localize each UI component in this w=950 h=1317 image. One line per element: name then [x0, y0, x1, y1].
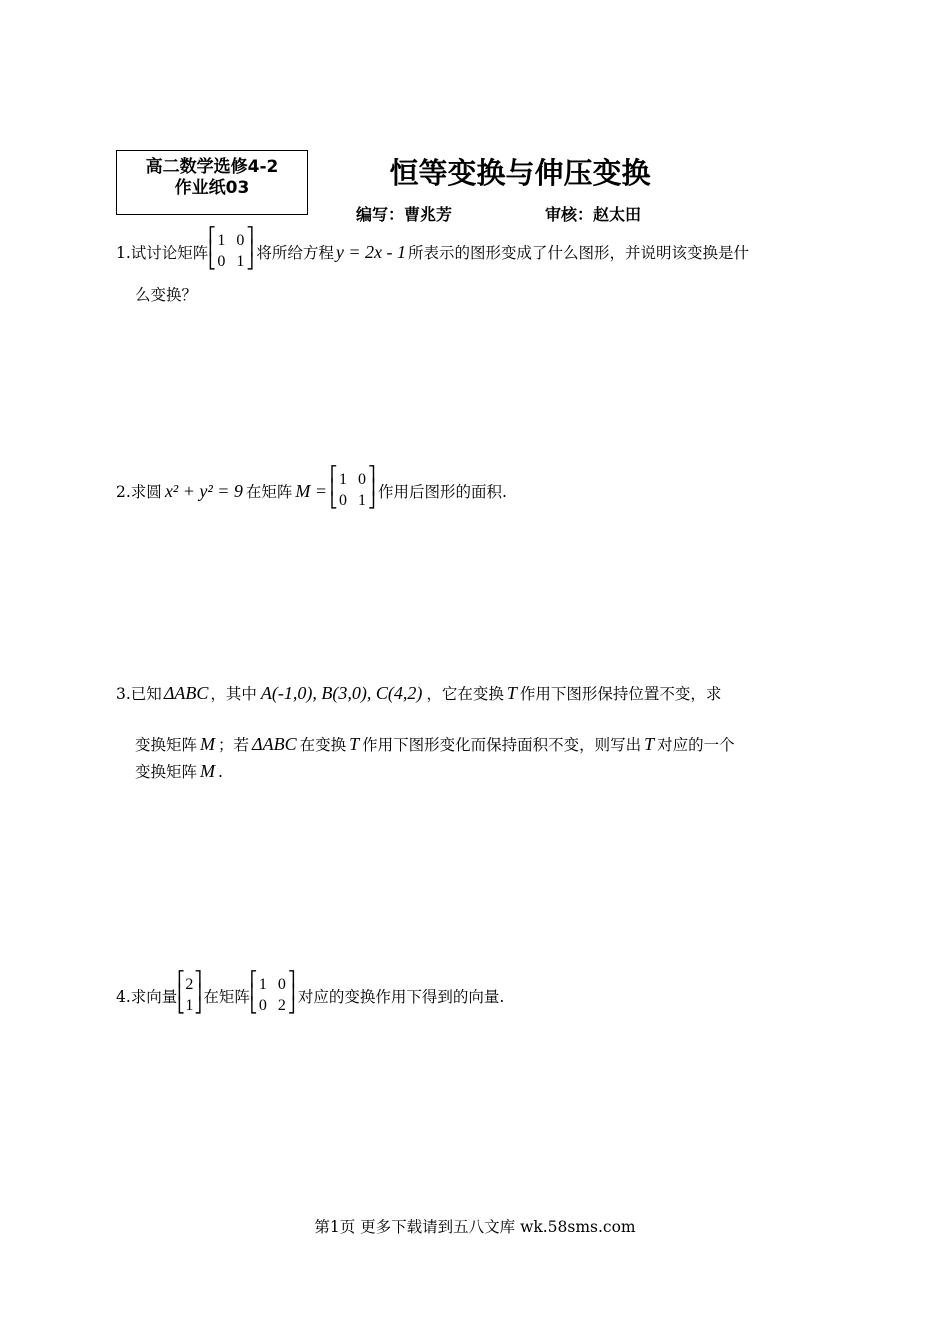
question-text: ，它在变换	[426, 685, 504, 703]
question-text: ，其中	[210, 685, 257, 703]
question-text: ；若	[218, 736, 250, 754]
transform-symbol: T	[506, 683, 517, 703]
question-text: 作用下图形变化而保持面积不变，则写出	[362, 736, 642, 754]
reviewer-credit: 审核：赵太田	[545, 205, 642, 224]
matrix-cell: 0	[217, 253, 226, 270]
question-number: 3.	[116, 685, 131, 703]
question-text: 所表示的图形变成了什么图形，并说明该变换是什	[407, 244, 749, 262]
question-number: 1.	[116, 244, 131, 262]
course-box	[116, 150, 308, 215]
matrix-cell: 0	[358, 471, 367, 488]
question-text: 在矩阵	[245, 483, 293, 501]
question-text: 试讨论矩阵	[130, 244, 209, 262]
question-text: 作用下图形保持位置不变，求	[519, 685, 722, 703]
question-text: 作用后图形的面积.	[378, 483, 507, 501]
point-coordinates: A(-1,0), B(3,0), C(4,2)	[260, 683, 423, 703]
matrix-cell: 1	[358, 492, 367, 509]
question-4	[116, 972, 505, 1014]
triangle-symbol: ΔABC	[252, 734, 297, 754]
matrix-cell: 0	[339, 492, 348, 509]
question-text: 求向量	[130, 988, 178, 1006]
equation: x² + y² = 9	[164, 481, 243, 501]
triangle-symbol: ΔABC	[163, 683, 209, 703]
question-text: 将所给方程	[256, 244, 334, 262]
matrix-cell: 0	[277, 976, 286, 993]
page-title: 恒等变换与伸压变换	[389, 156, 651, 190]
question-3-line-2	[135, 733, 735, 755]
question-2	[116, 467, 507, 509]
matrix: ⎡ ⎢ ⎣ 1 0 0 1 ⎤ ⎥ ⎦	[208, 228, 254, 270]
matrix-cell: 1	[236, 253, 245, 270]
question-1	[116, 228, 749, 270]
matrix-cell: 0	[258, 997, 267, 1014]
question-3-line-3	[135, 760, 223, 782]
worksheet-label: 作业纸03	[174, 178, 250, 198]
question-text: 变换矩阵	[135, 763, 198, 781]
question-text: 对应的一个	[657, 736, 735, 754]
matrix: ⎡ ⎢ ⎣ 1 0 0 2 ⎤ ⎥ ⎦	[249, 972, 296, 1014]
course-label: 高二数学选修4-2	[145, 157, 279, 177]
matrix-cell: 1	[217, 232, 226, 249]
transform-symbol: T	[644, 734, 655, 754]
vector-cell: 1	[185, 997, 194, 1014]
matrix-cell: 2	[277, 997, 286, 1014]
question-text: 在变换	[299, 736, 347, 754]
equation: y = 2x - 1	[335, 242, 406, 262]
vector-cell: 2	[185, 976, 194, 993]
vector: ⎡ ⎢ ⎣ 2 1 ⎤ ⎥ ⎦	[177, 972, 202, 1014]
matrix-symbol: M	[200, 734, 216, 754]
matrix-symbol: M	[200, 761, 216, 781]
question-1-continuation: 么变换？	[135, 286, 198, 304]
question-text: 变换矩阵	[135, 736, 198, 754]
matrix-cell: 1	[339, 471, 348, 488]
matrix-cell: 1	[258, 976, 267, 993]
question-number: 4.	[116, 988, 131, 1006]
matrix-cell: 0	[236, 232, 245, 249]
question-text: 已知	[130, 685, 162, 703]
question-3	[116, 682, 721, 704]
question-text: 对应的变换作用下得到的向量.	[297, 988, 505, 1006]
question-text: 求圆	[130, 483, 162, 501]
question-text: 在矩阵	[203, 988, 250, 1006]
question-text: .	[218, 763, 223, 781]
transform-symbol: T	[349, 734, 360, 754]
matrix: ⎡ ⎢ ⎣ 1 0 0 1 ⎤ ⎥ ⎦	[330, 467, 376, 509]
page-footer: 第1页 更多下载请到五八文库 wk.58sms.com	[314, 1218, 636, 1236]
author-credit: 编写：曹兆芳	[356, 205, 453, 224]
question-number: 2.	[116, 483, 131, 501]
matrix-label: M =	[295, 481, 328, 501]
